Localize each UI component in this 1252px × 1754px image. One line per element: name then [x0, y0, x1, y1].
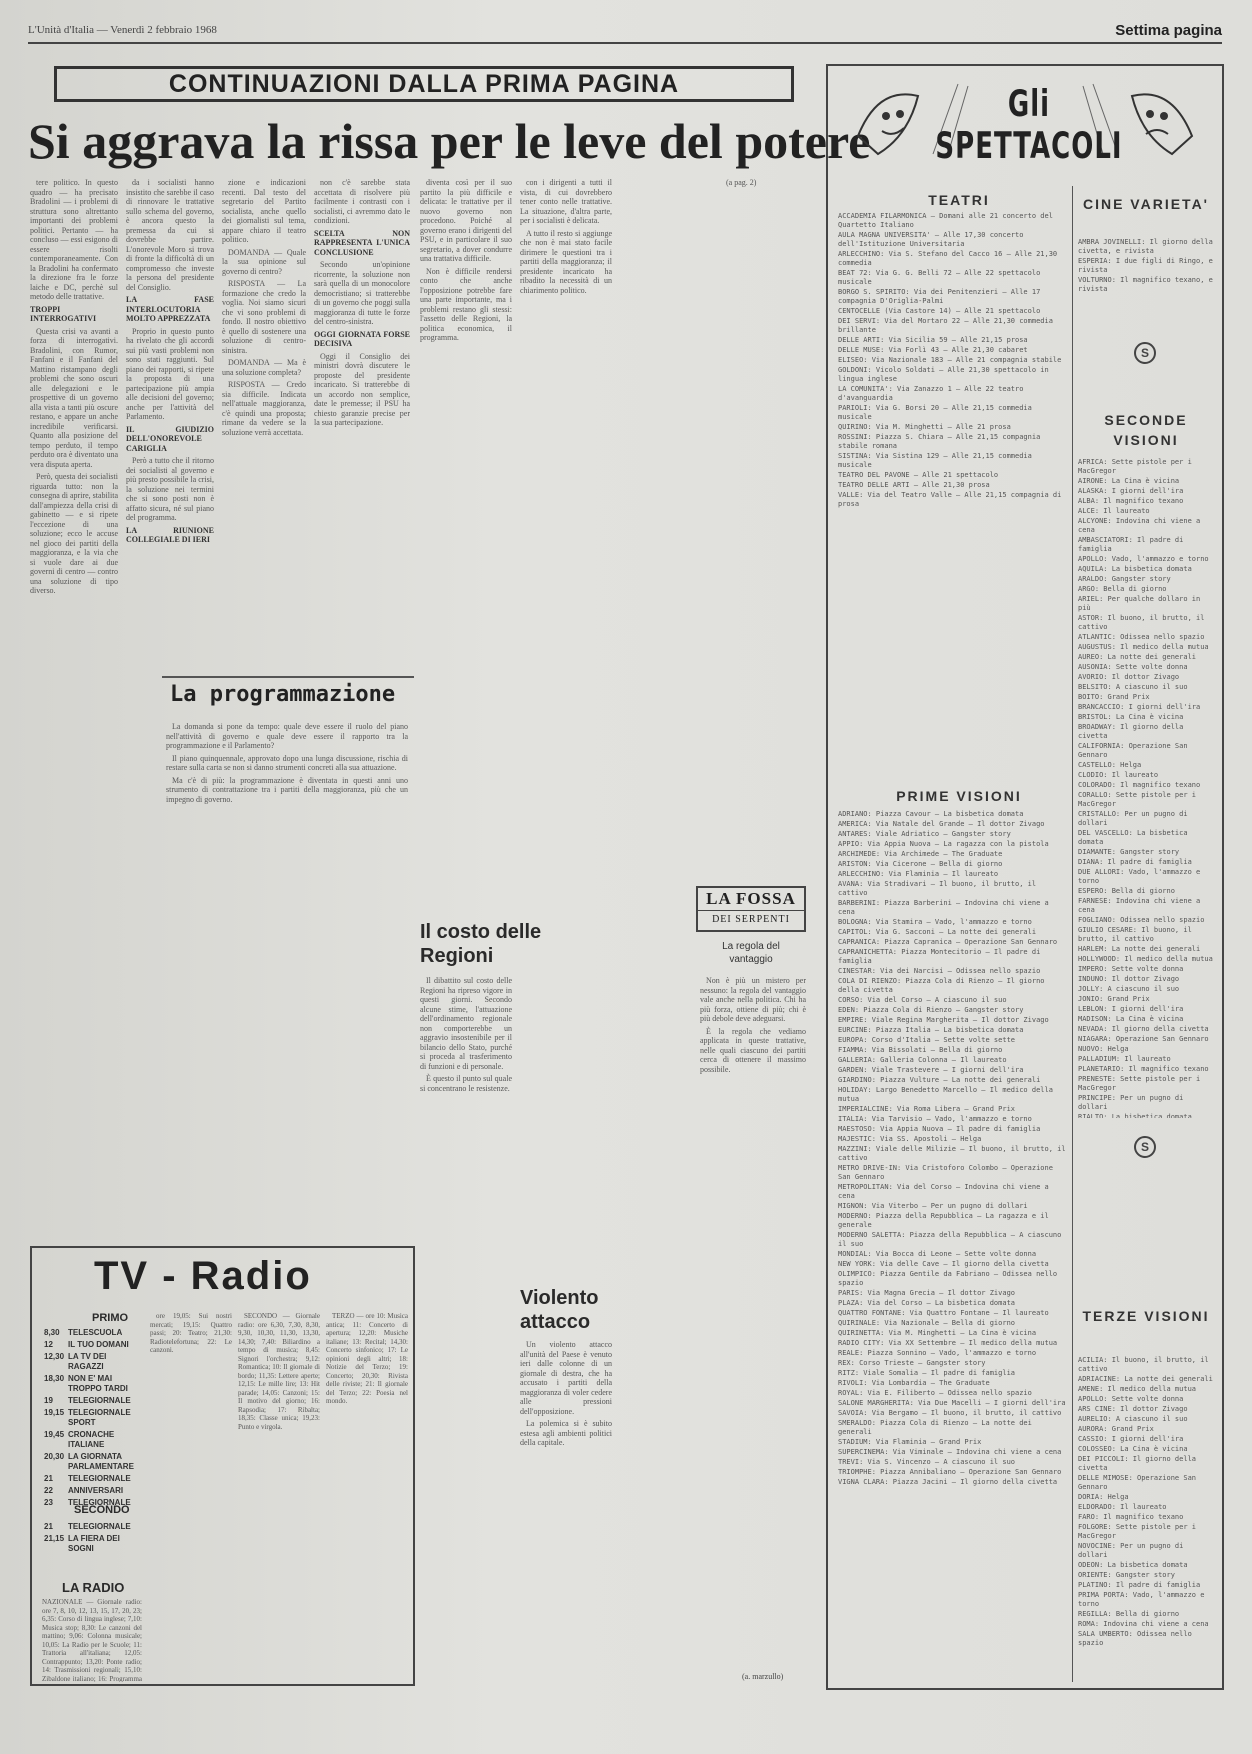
schedule-row [44, 1534, 140, 1554]
fossa-text [700, 976, 806, 1666]
paragraph: La domanda si pone da tempo: quale deve essere il ruolo del piano nell'attività di governo e quale deve essere il rapporto tra la programmazione e il Parlamento? [166, 722, 408, 750]
schedule-row [44, 1430, 140, 1450]
listing-entry: SAVOIA: Via Bergamo — Il buono, il brutto, il cattivo [838, 1409, 1062, 1417]
paragraph: Secondo un'opinione ricorrente, la soluzione non sarà quella di un monocolore democristiano; si tratterebbe di un governo che poggi sulla maggioranza di tutte le forze del centro-sinistra. [314, 260, 410, 326]
listing-entry: ALCE: Il laureato [1078, 507, 1150, 515]
listing-entry: BRISTOL: La Cina è vicina [1078, 713, 1184, 721]
listing-entry: AMENE: Il medico della mutua [1078, 1385, 1197, 1393]
prime-visioni-list [838, 810, 1066, 1684]
listing-entry: SALA UMBERTO: Odissea nello spazio [1078, 1630, 1192, 1647]
listing-entry: CRISTALLO: Per un pugno di dollari [1078, 810, 1188, 827]
schedule-title: TELEGIORNALE [68, 1522, 131, 1531]
paragraph: Oggi il Consiglio dei ministri dovrà discutere le proposte del presidente incaricato. Si tratterebbe di un accordo non semplice, date le premesse; il PSU ha chiesto garanzie precise per la sua partecipazione. [314, 351, 410, 427]
paragraph: Però a tutto che il ritorno dei socialisti al governo e più presto possibile la crisi, la soluzione nei termini che si sono posti non è affatto sicura, né sul piano del programma. [126, 456, 214, 522]
schedule-time: 19 [44, 1396, 53, 1405]
listing-entry: RADIO CITY: Via XX Settembre — Il medico della mutua [838, 1339, 1058, 1347]
cine-varieta-list [1078, 238, 1214, 298]
listing-entry: HOLIDAY: Largo Benedetto Marcello — Il medico della mutua [838, 1086, 1053, 1103]
listing-entry: BORGO S. SPIRITO: Via dei Penitenzieri — Alle 17 compagnia D'Origlia-Palmi [838, 288, 1041, 305]
listing-entry: GALLERIA: Galleria Colonna — Il laureato [838, 1056, 1007, 1064]
listing-entry: ADRIANO: Piazza Cavour — La bisbetica domata [838, 810, 1024, 818]
paragraph: Non è più un mistero per nessuno: la regola del vantaggio vale anche nella politica. Chi ha più forza, ottiene di più; chi è più debole deve adeguarsi. [700, 976, 806, 1023]
listing-entry: TEATRO DELLE ARTI — Alle 21,30 prosa [838, 481, 990, 489]
paragraph: ore 19,05: Sui nostri mercati; 19,15: Quattro passi; 20: Teatro; 21,30: Radiotelefortuna; 22: Le canzoni. [150, 1312, 232, 1354]
paragraph: RISPOSTA — Credo sia difficile. Indicata nell'attuale maggioranza, c'è quindi una proposta; rimane da vedere se la soluzione verrà accettata. [222, 380, 306, 437]
listing-entry: QUIRINETTA: Via M. Minghetti — La Cina è vicina [838, 1329, 1037, 1337]
paragraph: Il piano quinquennale, approvato dopo una lunga discussione, rischia di restare sulla carta se non si danno strumenti concreti alla sua attuazione. [166, 753, 408, 772]
listing-entry: JONIO: Grand Prix [1078, 995, 1150, 1003]
listing-entry: DEI SERVI: Via del Mortaro 22 — Alle 21,30 commedia brillante [838, 317, 1053, 334]
continuations-label: CONTINUAZIONI DALLA PRIMA PAGINA [168, 70, 680, 98]
listing-entry: ESPERO: Bella di giorno [1078, 887, 1175, 895]
listing-entry: EUROPA: Corso d'Italia — Sette volte sette [838, 1036, 1016, 1044]
masthead-bar [28, 22, 1222, 44]
fossa-subtitle: DEI SERPENTI [698, 910, 804, 929]
attacco-text-col2 [620, 676, 688, 1686]
listing-entry: FOGLIANO: Odissea nello spazio [1078, 916, 1205, 924]
paragraph: La polemica si è subito estesa agli ambienti politici della capitale. [520, 1419, 612, 1447]
article-column-5 [420, 178, 512, 664]
paragraph: Il dibattito sul costo delle Regioni ha ripreso vigore in questi giorni. Secondo alcune stime, l'attuazione dell'ordinamento regionale non comporterebbe un aggravio insostenibile per il bilancio dello Stato, purché si proceda al trasferimento di funzioni e di personale. [420, 976, 512, 1071]
paragraph: diventa così per il suo partito la più difficile e delicata: le trattative per il nuovo governo non procedono. Poiché al governo erano i dirigenti del PSU, e in particolare il suo segretario, a dover condurre una trattativa difficile. [420, 178, 512, 263]
paragraph: DOMANDA — Ma è una soluzione completa? [222, 358, 306, 377]
listing-entry: PLATINO: Il padre di famiglia [1078, 1581, 1201, 1589]
radio-label: LA RADIO [62, 1580, 125, 1595]
listing-entry: CAPRANICA: Piazza Capranica — Operazione San Gennaro [838, 938, 1058, 946]
spettacoli-title: Gli SPETTACOLI [935, 84, 1123, 168]
cine-varieta-label: CINE VARIETA' [1082, 196, 1210, 212]
schedule-row [44, 1522, 140, 1532]
listing-entry: TEATRO DEL PAVONE — Alle 21 spettacolo [838, 471, 999, 479]
paragraph: TROPPI INTERROGATIVI [30, 304, 97, 323]
schedule-row [44, 1340, 140, 1350]
listing-entry: RIALTO: La bisbetica domata [1078, 1113, 1192, 1118]
listing-entry: COLORADO: Il magnifico texano [1078, 781, 1201, 789]
listing-entry: PARIS: Via Magna Grecia — Il dottor Zivago [838, 1289, 1016, 1297]
listing-entry: ARISTON: Via Cicerone — Bella di giorno [838, 860, 1003, 868]
listing-entry: SUPERCINEMA: Via Viminale — Indovina chi viene a cena [838, 1448, 1062, 1456]
listing-entry: ARIEL: Per qualche dollaro in più [1078, 595, 1201, 612]
listing-entry: AURORA: Grand Prix [1078, 1425, 1154, 1433]
listing-entry: EURCINE: Piazza Italia — La bisbetica domata [838, 1026, 1024, 1034]
continuations-banner [54, 66, 794, 102]
page-label: Settima pagina [1115, 22, 1222, 39]
listing-entry: AVANA: Via Stradivari — Il buono, il brutto, il cattivo [838, 880, 1037, 897]
listing-entry: PRIMA PORTA: Vado, l'ammazzo e torno [1078, 1591, 1205, 1608]
tv-radio-column-3 [238, 1312, 320, 1682]
schedule-time: 19,15 [44, 1408, 65, 1417]
fossa-box [696, 886, 806, 932]
fossa-kicker: La regola del vantaggio [722, 941, 780, 965]
listing-entry: AUSONIA: Sette volte donna [1078, 663, 1188, 671]
teatri-list [838, 212, 1066, 772]
tv-radio-title: TV - Radio [94, 1254, 312, 1298]
listing-entry: BARBERINI: Piazza Barberini — Indovina chi viene a cena [838, 899, 1049, 916]
listing-entry: EMPIRE: Viale Regina Margherita — Il dottor Zivago [838, 1016, 1049, 1024]
listing-entry: GIULIO CESARE: Il buono, il brutto, il cattivo [1078, 926, 1192, 943]
spettacoli-banner [838, 76, 1212, 168]
listing-entry: CORALLO: Sette pistole per i MacGregor [1078, 791, 1197, 808]
schedule-time: 22 [44, 1486, 53, 1495]
listing-entry: APOLLO: Sette volte donna [1078, 1395, 1184, 1403]
listing-entry: ORIENTE: Gangster story [1078, 1571, 1175, 1579]
listing-entry: IMPERO: Sette volte donna [1078, 965, 1184, 973]
listing-entry: VALLE: Via del Teatro Valle — Alle 21,15 compagnia di prosa [838, 491, 1062, 508]
subheading: LA RIUNIONE COLLEGIALE DI IERI [126, 525, 214, 544]
listing-entry: BOITO: Grand Prix [1078, 693, 1150, 701]
listing-entry: DIANA: Il padre di famiglia [1078, 858, 1192, 866]
schedule-title: ANNIVERSARI [68, 1486, 124, 1495]
paragraph: IL GIUDIZIO DELL'ONOREVOLE CARIGLIA [126, 424, 214, 453]
listing-entry: QUATTRO FONTANE: Via Quattro Fontane — Il laureato [838, 1309, 1049, 1317]
listing-entry: COLA DI RIENZO: Piazza Cola di Rienzo — Il giorno della civetta [838, 977, 1045, 994]
terze-visioni-list [1078, 1356, 1214, 1686]
paragraph: non c'è sarebbe stata accettata di risolvere più facilmente i contrasti con i socialisti, ci avremmo dato le condizioni. [314, 178, 410, 225]
listing-entry: AIRONE: La Cina è vicina [1078, 477, 1180, 485]
schedule-time: 21 [44, 1522, 53, 1531]
listing-entry: SISTINA: Via Sistina 129 — Alle 21,15 commedia musicale [838, 452, 1032, 469]
listing-entry: QUIRINO: Via M. Minghetti — Alle 21 prosa [838, 423, 1011, 431]
listing-entry: PRENESTE: Sette pistole per i MacGregor [1078, 1075, 1201, 1092]
schedule-time: 23 [44, 1498, 53, 1507]
regioni-text-col3 [420, 1260, 512, 1686]
schedule-row [44, 1328, 140, 1338]
listing-entry: CENTOCELLE (Via Castore 14) — Alle 21 spettacolo [838, 307, 1041, 315]
listing-entry: BROADWAY: Il giorno della civetta [1078, 723, 1184, 740]
paragraph: È la regola che vediamo applicata in queste trattative, nelle quali ciascuno dei partiti cerca di ottenere il massimo possibile. [700, 1026, 806, 1074]
listing-entry: ACILIA: Il buono, il brutto, il cattivo [1078, 1356, 1209, 1373]
listing-entry: BEAT 72: Via G. G. Belli 72 — Alle 22 spettacolo musicale [838, 269, 1041, 286]
listing-entry: NOVOCINE: Per un pugno di dollari [1078, 1542, 1184, 1559]
listing-entry: ALCYONE: Indovina chi viene a cena [1078, 517, 1201, 534]
listing-entry: CALIFORNIA: Operazione San Gennaro [1078, 742, 1188, 759]
paragraph: tere politico. In questo quadro — ha precisato Bradolini — i problemi di struttura sono altrettanto importanti dei problemi politici. Pertanto — ha concluso — essi esigono di essere risolti contemporaneamente. Con la Bradolini ha confermato la direzione fra le forze laiche e DC, perchè sul metodo delle trattative. [30, 178, 118, 301]
paragraph: Ma c'è di più: la programmazione è diventata in questi anni uno strumento di contrattazione tra i partiti della maggioranza, più che un impegno di governo. [166, 775, 408, 804]
listing-entry: CAPITOL: Via G. Sacconi — La notte dei generali [838, 928, 1037, 936]
listing-entry: NUOVO: Helga [1078, 1045, 1129, 1053]
listing-entry: APPIO: Via Appia Nuova — La ragazza con la pistola [838, 840, 1049, 848]
listing-entry: DEL VASCELLO: La bisbetica domata [1078, 829, 1188, 846]
schedule-time: 12 [44, 1340, 53, 1349]
listing-entry: AFRICA: Sette pistole per i MacGregor [1078, 458, 1192, 475]
listing-entry: AQUILA: La bisbetica domata [1078, 565, 1192, 573]
programmazione-box [162, 676, 414, 1236]
listing-entry: STADIUM: Via Flaminia — Grand Prix [838, 1438, 982, 1446]
paragraph: Non è difficile rendersi conto che anche l'opposizione potrebbe fare una parte importante, ma i problemi restano gli stessi: l'assetto delle Regioni, la politica economica, il programma. [420, 266, 512, 342]
listing-entry: ALBA: Il magnifico texano [1078, 497, 1184, 505]
listing-entry: PLAZA: Via del Corso — La bisbetica domata [838, 1299, 1016, 1307]
schedule-time: 8,30 [44, 1328, 60, 1337]
listing-entry: IMPERIALCINE: Via Roma Libera — Grand Prix [838, 1105, 1016, 1113]
programmazione-text [166, 722, 408, 1232]
listing-entry: BELSITO: A ciascuno il suo [1078, 683, 1188, 691]
paragraph: A tutto il resto si aggiunge che non è mai stato facile dirimere le questioni tra i partiti della maggioranza; il presidente incaricato ha ribadito la necessità di un chiarimento politico. [520, 228, 612, 295]
listing-entry: FARNESE: Indovina chi viene a cena [1078, 897, 1201, 914]
schedule-title: TELEGIORNALE SPORT [68, 1408, 131, 1427]
listing-entry: ROYAL: Via E. Filiberto — Odissea nello spazio [838, 1389, 1032, 1397]
paragraph: Però, questa dei socialisti riguarda tutto: non la consegna di aprire, stabilita dall'ampiezza della crisi di gabinetto — e si ripete l'eccezione di una soluzione; ecco le accuse nel gioco dei partiti della maggioranza, e la via che si vuole dare ai due governi di centro — contro una soluzione di tipo diverso. [30, 472, 118, 595]
listing-entry: METRO DRIVE-IN: Via Cristoforo Colombo — Operazione San Gennaro [838, 1164, 1053, 1181]
schedule-title: LA FIERA DEI SOGNI [68, 1534, 120, 1553]
listing-entry: PRINCIPE: Per un pugno di dollari [1078, 1094, 1184, 1111]
schedule-title: CRONACHE ITALIANE [68, 1430, 115, 1449]
tv-secondo-label: SECONDO [74, 1504, 130, 1516]
listing-entry: REALE: Piazza Sonnino — Vado, l'ammazzo e torno [838, 1349, 1037, 1357]
listing-entry: VIGNA CLARA: Piazza Jacini — Il giorno della civetta [838, 1478, 1058, 1486]
listing-entry: SALONE MARGHERITA: Via Due Macelli — I giorni dell'ira [838, 1399, 1066, 1407]
listing-entry: RIVOLI: Via Lombardia — The Graduate [838, 1379, 990, 1387]
listing-entry: AUREO: La notte dei generali [1078, 653, 1197, 661]
listing-entry: CAPRANICHETTA: Piazza Montecitorio — Il padre di famiglia [838, 948, 1041, 965]
listing-entry: ARCHIMEDE: Via Archimede — The Graduate [838, 850, 1003, 858]
listing-entry: INDUNO: Il dottor Zivago [1078, 975, 1180, 983]
listing-entry: HARLEM: La notte dei generali [1078, 945, 1201, 953]
emblem-icon-1: S [1134, 342, 1156, 364]
listing-entry: TREVI: Via S. Vincenzo — A ciascuno il suo [838, 1458, 1016, 1466]
tv-primo-list [44, 1328, 140, 1510]
tv-primo-label: PRIMO [92, 1312, 129, 1324]
listing-entry: AMERICA: Via Natale del Grande — Il dottor Zivago [838, 820, 1045, 828]
listing-entry: AURELIO: A ciascuno il suo [1078, 1415, 1188, 1423]
listing-entry: DORIA: Helga [1078, 1493, 1129, 1501]
listing-entry: DUE ALLORI: Vado, l'ammazzo e torno [1078, 868, 1201, 885]
listing-entry: ODEON: La bisbetica domata [1078, 1561, 1188, 1569]
main-headline: Si aggrava la rissa per le leve del potere [28, 113, 871, 169]
schedule-title: TELEGIORNALE [68, 1498, 131, 1507]
listing-entry: DELLE ARTI: Via Sicilia 59 — Alle 21,15 prosa [838, 336, 1028, 344]
seconde-visioni-label: SECONDE VISIONI [1104, 412, 1188, 448]
listing-entry: MODERNO SALETTA: Piazza della Repubblica — A ciascuno il suo [838, 1231, 1062, 1248]
schedule-title: LA GIORNATA PARLAMENTARE [68, 1452, 134, 1471]
masthead-date: L'Unità d'Italia — Venerdì 2 febbraio 1968 [28, 24, 217, 36]
listing-entry: ARLECCHINO: Via Flaminia — Il laureato [838, 870, 999, 878]
listing-entry: PALLADIUM: Il laureato [1078, 1055, 1171, 1063]
seconde-visioni-list [1078, 458, 1214, 1118]
listing-entry: ITALIA: Via Tarvisio — Vado, l'ammazzo e torno [838, 1115, 1032, 1123]
listing-entry: RITZ: Viale Somalia — Il padre di famiglia [838, 1369, 1016, 1377]
listing-entry: AMBASCIATORI: Il padre di famiglia [1078, 536, 1184, 553]
tv-radio-box [30, 1246, 415, 1686]
teatri-label: TEATRI [928, 192, 990, 208]
listing-entry: MAZZINI: Viale delle Milizie — Il buono, il brutto, il cattivo [838, 1145, 1066, 1162]
listing-entry: MAJESTIC: Via SS. Apostoli — Helga [838, 1135, 982, 1143]
listing-entry: PARIOLI: Via G. Borsi 20 — Alle 21,15 commedia musicale [838, 404, 1032, 421]
listing-entry: MIGNON: Via Viterbo — Per un pugno di dollari [838, 1202, 1028, 1210]
listing-entry: GIARDINO: Piazza Vulture — La notte dei generali [838, 1076, 1041, 1084]
listing-entry: REX: Corso Trieste — Gangster story [838, 1359, 986, 1367]
paragraph: Proprio in questo punto ha rivelato che gli accordi sui più vasti problemi non sono stati raggiunti. Sul piano dei rapporti, si ripete la proposta di una partecipazione più ampia alle decisioni del governo; anche per l'attività del Parlamento. [126, 326, 214, 421]
schedule-row [44, 1396, 140, 1406]
schedule-row [44, 1408, 140, 1428]
listing-entry: EDEN: Piazza Cola di Rienzo — Gangster story [838, 1006, 1024, 1014]
prime-visioni-label: PRIME VISIONI [896, 788, 1022, 804]
paragraph: con i dirigenti a tutti il vista, di cui dovrebbero tener conto nelle trattative. La situazione, d'altra parte, per i socialisti è delicata. [520, 178, 612, 225]
listing-entry: CORSO: Via del Corso — A ciascuno il suo [838, 996, 1007, 1004]
listing-entry: AUGUSTUS: Il medico della mutua [1078, 643, 1209, 651]
paragraph: TERZO — ore 10: Musica antica; 11: Concerto di apertura; 12,20: Musiche italiane; 13: Recital; 14,30: Concerto sinfonico; 17: Le opinioni degli altri; 18: Notizie del Terzo; 19: Concerto; 20,30: Rivista delle riviste; 21: Il giornale del Terzo; 22: Poesia nel mondo. [326, 1312, 408, 1405]
regioni-text-col2 [520, 676, 612, 1246]
schedule-title: TELEGIORNALE [68, 1396, 131, 1405]
listing-entry: ROSSINI: Piazza S. Chiara — Alle 21,15 compagnia stabile romana [838, 433, 1041, 450]
listing-entry: DEI PICCOLI: Il giorno della civetta [1078, 1455, 1197, 1472]
attacco-text [520, 1340, 612, 1686]
listing-entry: ESPERIA: I due figli di Ringo, e rivista [1078, 257, 1213, 274]
schedule-title: TELEGIORNALE [68, 1474, 131, 1483]
listing-entry: ACCADEMIA FILARMONICA — Domani alle 21 concerto del Quartetto Italiano [838, 212, 1053, 229]
paragraph: SECONDO — Giornale radio: ore 6,30, 7,30, 8,30, 9,30, 10,30, 11,30, 13,30, 14,30; 7,40: Biliardino a tempo di musica; 8,45: Signori l'orchestra; 9,12: Romantica; 10: Il giornale di bordo; 11,35: Lettere aperte; 12,15: Le mille lire; 13: Hit parade; 14,05: Canzoni; 15: Il motivo del giorno; 16: Rapsodia; 17: Ribalta; 18,35: Classe unica; 19,23: Punto e virgola. [238, 1312, 320, 1431]
paragraph: LA FASE INTERLOCUTORIA MOLTO APPREZZATA [126, 295, 214, 323]
schedule-time: 18,30 [44, 1374, 65, 1383]
schedule-title: IL TUO DOMANI [68, 1340, 129, 1349]
listing-entry: AMBRA JOVINELLI: Il giorno della civetta, e rivista [1078, 238, 1213, 255]
listing-entry: DELLE MUSE: Via Forlì 43 — Alle 21,30 cabaret [838, 346, 1028, 354]
paragraph: OGGI GIORNATA FORSE DECISIVA [314, 329, 410, 348]
paragraph: DOMANDA — Quale la sua opinione sul governo di centro? [222, 247, 306, 276]
article-column-3 [222, 178, 306, 664]
listing-entry: ASTOR: Il buono, il brutto, il cattivo [1078, 614, 1205, 631]
listing-entry: AULA MAGNA UNIVERSITA' — Alle 17,30 concerto dell'Istituzione Universitaria [838, 231, 1024, 248]
listing-entry: PLANETARIO: Il magnifico texano [1078, 1065, 1209, 1073]
schedule-time: 19,45 [44, 1430, 65, 1439]
emblem-icon-2: S [1134, 1136, 1156, 1158]
listing-entry: TRIOMPHE: Piazza Annibaliano — Operazione San Gennaro [838, 1468, 1062, 1476]
listing-entry: BOLOGNA: Via Stamira — Vado, l'ammazzo e torno [838, 918, 1032, 926]
listing-entry: ROMA: Indovina chi viene a cena [1078, 1620, 1209, 1628]
listing-entry: MONDIAL: Via Bocca di Leone — Sette volte donna [838, 1250, 1037, 1258]
schedule-time: 21 [44, 1474, 53, 1483]
listing-entry: AVORIO: Il dottor Zivago [1078, 673, 1180, 681]
listing-entry: ARALDO: Gangster story [1078, 575, 1171, 583]
listing-entry: CASTELLO: Helga [1078, 761, 1142, 769]
paragraph: SCELTA NON RAPPRESENTA L'UNICA CONCLUSIONE [314, 228, 410, 257]
attacco-title-text: Violento attacco [520, 1287, 599, 1333]
article-column-7 [620, 178, 712, 664]
regioni-title-text: Il costo delle Regioni [420, 921, 542, 967]
listing-entry: BRANCACCIO: I giorni dell'ira [1078, 703, 1201, 711]
listing-entry: NEW YORK: Via delle Cave — Il giorno della civetta [838, 1260, 1049, 1268]
continued-label: (a pag. 2) [726, 178, 757, 187]
listing-entry: MADISON: La Cina è vicina [1078, 1015, 1184, 1023]
listing-entry: REGILLA: Bella di giorno [1078, 1610, 1180, 1618]
tv-secondo-list [44, 1522, 140, 1556]
schedule-time: 20,30 [44, 1452, 65, 1461]
article-column-4 [314, 178, 410, 664]
listing-entry: JOLLY: A ciascuno il suo [1078, 985, 1180, 993]
listing-entry: ARLECCHINO: Via S. Stefano del Cacco 16 — Alle 21,30 commedia [838, 250, 1058, 267]
listing-entry: HOLLYWOOD: Il medico della mutua [1078, 955, 1213, 963]
listing-entry: COLOSSEO: La Cina è vicina [1078, 1445, 1188, 1453]
listing-entry: GARDEN: Viale Trastevere — I giorni dell'ira [838, 1066, 1024, 1074]
schedule-row [44, 1352, 140, 1372]
listing-entry: NIAGARA: Operazione San Gennaro [1078, 1035, 1209, 1043]
attacco-title [520, 1286, 612, 1334]
panel-divider [1072, 186, 1073, 1682]
schedule-row [44, 1486, 140, 1496]
listing-entry: FOLGORE: Sette pistole per i MacGregor [1078, 1523, 1197, 1540]
article-column-8 [720, 178, 806, 878]
listing-entry: ELISEO: Via Nazionale 183 — Alle 21 compagnia stabile [838, 356, 1062, 364]
listing-entry: FIAMMA: Via Bissolati — Bella di giorno [838, 1046, 1003, 1054]
article-column-1 [30, 178, 118, 1236]
schedule-time: 21,15 [44, 1534, 65, 1543]
listing-entry: SMERALDO: Piazza Cola di Rienzo — La notte dei generali [838, 1419, 1032, 1436]
article-column-6 [520, 178, 612, 664]
listing-entry: CASSIO: I giorni dell'ira [1078, 1435, 1184, 1443]
listing-entry: MAESTOSO: Via Appia Nuova — Il padre di famiglia [838, 1125, 1041, 1133]
listing-entry: OLIMPICO: Piazza Gentile da Fabriano — Odissea nello spazio [838, 1270, 1058, 1287]
terze-visioni-label: TERZE VISIONI [1082, 1308, 1210, 1324]
listing-entry: CLODIO: Il laureato [1078, 771, 1159, 779]
listing-entry: GOLDONI: Vicolo Soldati — Alle 21,30 spettacolo in lingua inglese [838, 366, 1049, 383]
fossa-title: LA FOSSA [706, 889, 796, 908]
paragraph: Un violento attacco all'unità del Paese è venuto ieri dalle colonne di un giornale di destra, che ha accusato i partiti della maggioranza di voler cedere alle pressioni dell'opposizione. [520, 1340, 612, 1416]
schedule-title: TELESCUOLA [68, 1328, 123, 1337]
listing-entry: QUIRINALE: Via Nazionale — Bella di giorno [838, 1319, 1016, 1327]
paragraph: Questa crisi va avanti a forza di interrogativi. Bradolini, con Rumor, Fanfani e il Fanfani del Mattino ristampano degli problemi che sono oscuri alle delegazioni e le prospettive di un governo alla vista a tanti più oscure restano, e appare un anche incredibile verificarsi. Quanto alla posizione del tempo perduto, il tempo perduto ora è diventato una vera disputa aperta. [30, 326, 118, 469]
schedule-title: NON E' MAI TROPPO TARDI [68, 1374, 128, 1393]
listing-entry: MODERNO: Piazza della Repubblica — La ragazza e il generale [838, 1212, 1049, 1229]
spettacoli-panel [826, 64, 1224, 1690]
programmazione-title: La programmazione [170, 682, 396, 707]
schedule-row [44, 1374, 140, 1394]
schedule-row [44, 1474, 140, 1484]
listing-entry: APOLLO: Vado, l'ammazzo e torno [1078, 555, 1209, 563]
listing-entry: ANTARES: Viale Adriatico — Gangster story [838, 830, 1011, 838]
listing-entry: ALASKA: I giorni dell'ira [1078, 487, 1184, 495]
paragraph: da i socialisti hanno insistito che sarebbe il caso di rinnovare le trattative sullo schema del governo, è ancora questo la premessa da cui si dovrebbe partire. L'onorevole Moro si trova di fronte la difficoltà di un compromesso che investe la persona del presidente del Consiglio. [126, 178, 214, 292]
radio-text: NAZIONALE — Giornale radio: ore 7, 8, 10, 12, 13, 15, 17, 20, 23; 6,35: Corso di lingua inglese; 7,10: Musica stop; 8,30: Le canzoni del mattino; 9,06: Colonna musicale; 10,05: La Radio per le Scuole; 11: Trattoria all'italiana; 12,05: Contrappunto; 13,20: Ponte radio; 14: Trasmissioni regionali; 15,10: Zibaldone italiano; 16: Programma [42, 1598, 142, 1682]
listing-entry: LEBLON: I giorni dell'ira [1078, 1005, 1184, 1013]
tv-radio-column-2 [150, 1312, 232, 1682]
listing-entry: VOLTURNO: Il magnifico texano, e rivista [1078, 276, 1213, 293]
listing-entry: ADRIACINE: La notte dei generali [1078, 1375, 1213, 1383]
schedule-time: 12,30 [44, 1352, 65, 1361]
listing-entry: CINESTAR: Via dei Narcisi — Odissea nello spazio [838, 967, 1041, 975]
listing-entry: DIAMANTE: Gangster story [1078, 848, 1180, 856]
tv-radio-column-4 [326, 1312, 408, 1682]
listing-entry: ELDORADO: Il laureato [1078, 1503, 1167, 1511]
paragraph: zione e indicazioni recenti. Dal testo del segretario del Partito socialista, anche quello dei giornalisti sul tema, appare chiaro il teatro politico. [222, 178, 306, 244]
listing-entry: ARS CINE: Il dottor Zivago [1078, 1405, 1188, 1413]
listing-entry: LA COMUNITA': Via Zanazzo 1 — Alle 22 teatro d'avanguardia [838, 385, 1024, 402]
fossa-more: (a. marzullo) [742, 1672, 784, 1681]
paragraph: È questo il punto sul quale si concentrano le resistenze. [420, 1074, 512, 1093]
listing-entry: DELLE MIMOSE: Operazione San Gennaro [1078, 1474, 1197, 1491]
regioni-text [420, 976, 512, 1246]
listing-entry: NEVADA: Il giorno della civetta [1078, 1025, 1209, 1033]
listing-entry: METROPOLITAN: Via del Corso — Indovina chi viene a cena [838, 1183, 1049, 1200]
listing-entry: ARGO: Bella di giorno [1078, 585, 1167, 593]
listing-entry: ATLANTIC: Odissea nello spazio [1078, 633, 1205, 641]
schedule-title: LA TV DEI RAGAZZI [68, 1352, 107, 1371]
paragraph: RISPOSTA — La formazione che credo la voglia. Noi siamo sicuri che vi sono problemi di fondo. Il nostro obiettivo è quello di sostenere una soluzione di centro-sinistra. [222, 279, 306, 355]
listing-entry: FARO: Il magnifico texano [1078, 1513, 1184, 1521]
schedule-row [44, 1452, 140, 1472]
